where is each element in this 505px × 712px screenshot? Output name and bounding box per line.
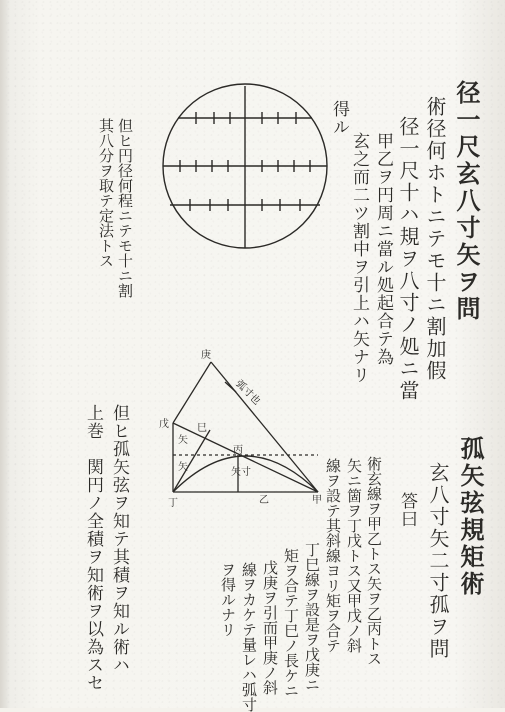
label-wu: 戊 [159,419,169,430]
upper-column-4: 甲乙ヲ円周ニ當ル処起合テ為 [373,132,393,366]
lower-note-1: 但ヒ孤矢弦ヲ知テ其積ヲ知ル術ハ [109,404,129,674]
diag-to-jia [173,423,318,492]
upper-column-2: 術径何ホトニテモ十ニ割加假 [423,96,447,382]
label-bing: 丙 [233,445,243,456]
label-si: 巳 [197,423,207,434]
upper-column-3: 径一尺十ハ規ヲ八寸ノ処ニ當 [396,116,420,402]
lower-column-8: ヲ得ルナリ [219,562,237,637]
lower-note-2: 上巻 関円ノ全積ヲ知術ヲ以為スセ [83,404,103,692]
lower-column-6: 戊庚ヲ引而甲庚ノ斜 [261,560,279,695]
upper-note-2: 其八分ヲ取テ定法トス [97,118,115,268]
label-geng: 庚 [201,350,211,361]
lower-column-1: 術玄線ヲ甲乙トス矢ヲ乙丙トス [365,456,383,666]
lower-column-3: 線ヲ設テ其斜線ヨリ矩ヲ合テ [324,458,342,653]
long-slant [211,362,318,492]
upper-column-5: 玄之而二ツ割中ヲ引上ハ矢ナリ [349,132,369,384]
label-ding: 丁 [168,498,178,509]
lower-column-4: 丁巳線ヲ設是ヲ戊庚ニ [303,542,321,692]
upper-note-1: 但ヒ円径何程ニテモ十ニ割 [116,118,134,298]
lower-answer: 答曰 [397,492,417,528]
hypotenuse [173,362,211,423]
lower-column-7: 線ヲカケテ量レハ弧寸 [240,562,258,712]
label-zhi: 矢 [178,462,188,473]
label-arc: 弧寸也 [233,378,263,408]
upper-column-6: 得ル [329,100,349,136]
lower-column-2: 矢ニ箇ヲ丁戊トス又甲戊ノ斜 [345,458,363,653]
lower-column-5: 矩ヲ合テ丁巳ノ長ケニ [282,548,300,698]
lower-question: 玄八寸矢二寸孤ヲ問 [426,462,450,660]
label-yi: 乙 [259,495,269,506]
label-shi: 矢 [178,435,188,446]
lower-title: 孤矢弦規矩術 [456,436,485,598]
label-jia: 甲 [312,495,322,506]
label-shi2: 矢寸 [231,467,251,478]
upper-column-1: 径一尺玄八寸矢ヲ問 [452,80,481,323]
